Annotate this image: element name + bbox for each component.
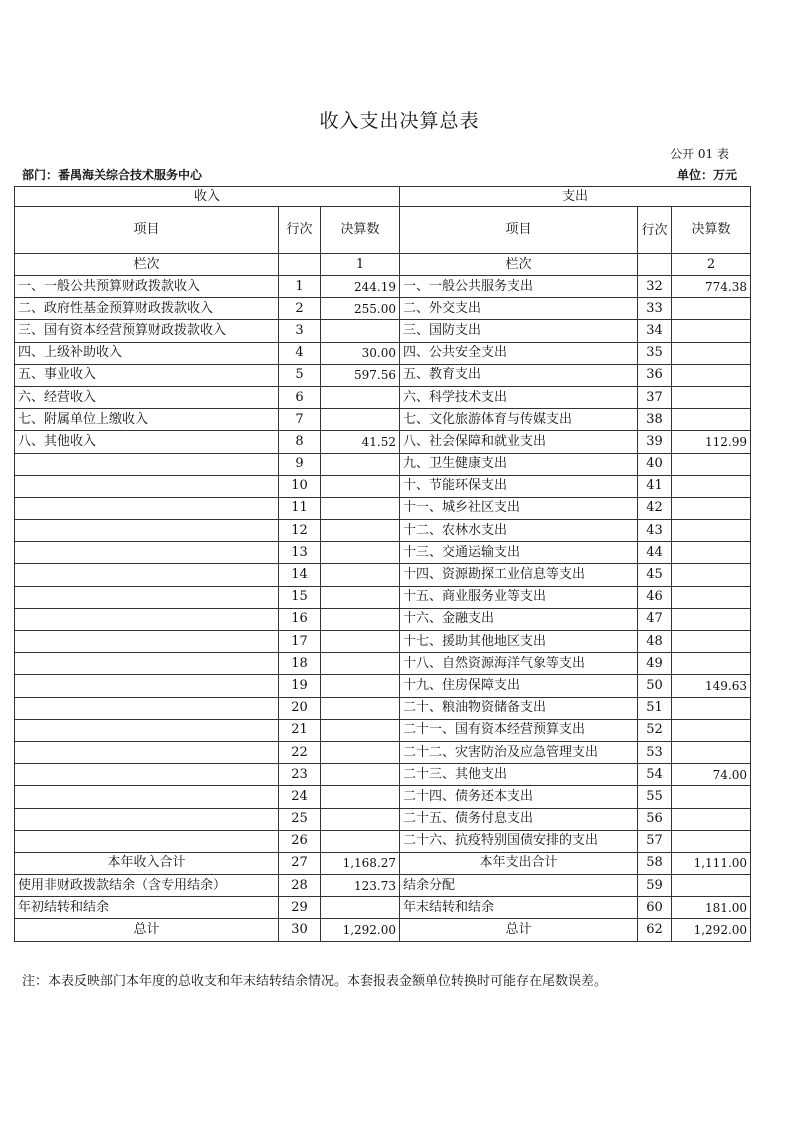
- income-amount: 1,292.00: [321, 919, 400, 941]
- income-line-no: 18: [279, 653, 321, 675]
- income-amount: 597.56: [321, 364, 400, 386]
- table-row: [15, 786, 751, 808]
- expense-line-no: 34: [638, 320, 672, 342]
- income-amount: 1,168.27: [321, 852, 400, 874]
- expense-item: 十一、城乡社区支出: [400, 497, 638, 519]
- table-row: [15, 564, 751, 586]
- expense-line-no: 45: [638, 564, 672, 586]
- table-row: [15, 453, 751, 475]
- expense-line-no: 35: [638, 342, 672, 364]
- expense-amount: 1,111.00: [672, 852, 751, 874]
- budget-table: [14, 186, 751, 942]
- expense-item: 二十一、国有资本经营预算支出: [400, 719, 638, 741]
- expense-item: 二十、粮油物资储备支出: [400, 697, 638, 719]
- table-row: [15, 409, 751, 431]
- income-amount: [321, 520, 400, 542]
- income-amount: [321, 764, 400, 786]
- income-summary-item: 使用非财政拨款结余（含专用结余）: [15, 875, 279, 897]
- expense-item: 十七、援助其他地区支出: [400, 631, 638, 653]
- expense-amount: [672, 542, 751, 564]
- income-amount: 244.19: [321, 276, 400, 298]
- expense-summary-item: 本年支出合计: [400, 852, 638, 874]
- expense-line-no: 38: [638, 409, 672, 431]
- income-line-no: 15: [279, 586, 321, 608]
- income-amount: [321, 897, 400, 919]
- expense-amount: 774.38: [672, 276, 751, 298]
- income-item: [15, 719, 279, 741]
- expense-amount: [672, 564, 751, 586]
- expense-line-no: 58: [638, 852, 672, 874]
- income-item: 一、一般公共预算财政拨款收入: [15, 276, 279, 298]
- income-item: [15, 653, 279, 675]
- expense-amount: [672, 497, 751, 519]
- expense-line-no: 33: [638, 298, 672, 320]
- table-row: [15, 497, 751, 519]
- income-item: [15, 564, 279, 586]
- income-item: [15, 786, 279, 808]
- expense-line-no: 48: [638, 631, 672, 653]
- expense-amount: [672, 653, 751, 675]
- expense-line-no: 32: [638, 276, 672, 298]
- expense-item: 二十五、债务付息支出: [400, 808, 638, 830]
- expense-item: 六、科学技术支出: [400, 386, 638, 408]
- expense-amount: [672, 719, 751, 741]
- unit-label: 单位：万元: [676, 168, 737, 182]
- expense-item: 二十三、其他支出: [400, 764, 638, 786]
- table-row: [15, 631, 751, 653]
- income-item: [15, 586, 279, 608]
- income-line-no: 29: [279, 897, 321, 919]
- income-amount: [321, 608, 400, 630]
- income-amount: [321, 475, 400, 497]
- expense-line-no: 59: [638, 875, 672, 897]
- income-line-no: 3: [279, 320, 321, 342]
- expense-amount: [672, 409, 751, 431]
- expense-line-no: 53: [638, 741, 672, 763]
- expense-line-no: 37: [638, 386, 672, 408]
- income-line-header: 行次: [279, 207, 321, 254]
- expense-amount: [672, 875, 751, 897]
- expense-line-no: 42: [638, 497, 672, 519]
- expense-amount-header: 决算数: [672, 207, 751, 254]
- income-section-header: 收入: [15, 187, 400, 207]
- income-item: 六、经营收入: [15, 386, 279, 408]
- income-summary-item: 总计: [15, 919, 279, 941]
- expense-amount: [672, 364, 751, 386]
- expense-line-no: 43: [638, 520, 672, 542]
- expense-item: 二十二、灾害防治及应急管理支出: [400, 741, 638, 763]
- income-line-no: 23: [279, 764, 321, 786]
- income-amount: 255.00: [321, 298, 400, 320]
- expense-line-no: 56: [638, 808, 672, 830]
- income-line-no: 22: [279, 741, 321, 763]
- summary-row: [15, 919, 751, 941]
- income-line-no: 8: [279, 431, 321, 453]
- income-item: [15, 542, 279, 564]
- table-row: [15, 364, 751, 386]
- income-amount: [321, 741, 400, 763]
- department-label: 部门：番禺海关综合技术服务中心: [22, 168, 203, 182]
- income-amount: [321, 675, 400, 697]
- income-item: [15, 520, 279, 542]
- expense-line-no: 57: [638, 830, 672, 852]
- expense-amount: [672, 298, 751, 320]
- income-item: [15, 764, 279, 786]
- income-amount: [321, 653, 400, 675]
- income-item: 八、其他收入: [15, 431, 279, 453]
- expense-amount: 74.00: [672, 764, 751, 786]
- income-line-no: 27: [279, 852, 321, 874]
- expense-item: 二十六、抗疫特别国债安排的支出: [400, 830, 638, 852]
- expense-amount: [672, 830, 751, 852]
- footnote: 注：本表反映部门本年度的总收支和年末结转结余情况。本套报表金额单位转换时可能存在尾数误差。: [22, 974, 608, 989]
- table-row: [15, 298, 751, 320]
- income-item: [15, 830, 279, 852]
- expense-line-no: 40: [638, 453, 672, 475]
- expense-line-no: 46: [638, 586, 672, 608]
- table-row: [15, 608, 751, 630]
- income-amount: [321, 586, 400, 608]
- income-item: [15, 631, 279, 653]
- income-line-no: 5: [279, 364, 321, 386]
- expense-amount: [672, 386, 751, 408]
- income-column-label: 栏次: [15, 254, 279, 276]
- expense-amount: [672, 697, 751, 719]
- expense-line-no: 39: [638, 431, 672, 453]
- income-amount: [321, 542, 400, 564]
- table-row: [15, 653, 751, 675]
- income-line-no: 30: [279, 919, 321, 941]
- expense-item: 十三、交通运输支出: [400, 542, 638, 564]
- income-line-no: 7: [279, 409, 321, 431]
- expense-amount: [672, 453, 751, 475]
- expense-amount: 112.99: [672, 431, 751, 453]
- table-row: [15, 475, 751, 497]
- income-amount: [321, 453, 400, 475]
- expense-item: 二十四、债务还本支出: [400, 786, 638, 808]
- header-row-columns: [15, 207, 751, 254]
- expense-item: 十六、金融支出: [400, 608, 638, 630]
- expense-item: 一、一般公共服务支出: [400, 276, 638, 298]
- income-line-no: 20: [279, 697, 321, 719]
- income-item: [15, 697, 279, 719]
- expense-item: 四、公共安全支出: [400, 342, 638, 364]
- expense-summary-item: 结余分配: [400, 875, 638, 897]
- income-amount: [321, 697, 400, 719]
- income-item: [15, 475, 279, 497]
- form-number: 公开 01 表: [670, 147, 729, 161]
- income-line-no: 16: [279, 608, 321, 630]
- income-amount: [321, 808, 400, 830]
- income-line-no: 4: [279, 342, 321, 364]
- income-amount: [321, 631, 400, 653]
- expense-amount: [672, 631, 751, 653]
- expense-amount: [672, 320, 751, 342]
- table-row: [15, 520, 751, 542]
- table-row: [15, 741, 751, 763]
- expense-summary-item: 总计: [400, 919, 638, 941]
- income-amount: [321, 564, 400, 586]
- income-amount: [321, 409, 400, 431]
- expense-line-no: 47: [638, 608, 672, 630]
- expense-item: 十二、农林水支出: [400, 520, 638, 542]
- income-amount: [321, 497, 400, 519]
- table-row: [15, 764, 751, 786]
- table-row: [15, 719, 751, 741]
- income-item: [15, 453, 279, 475]
- expense-column-label: 栏次: [400, 254, 638, 276]
- expense-amount: [672, 808, 751, 830]
- income-summary-item: 本年收入合计: [15, 852, 279, 874]
- expense-amount: [672, 342, 751, 364]
- expense-column-index: 2: [672, 254, 751, 276]
- expense-item-header: 项目: [400, 207, 638, 254]
- income-line-no: 11: [279, 497, 321, 519]
- income-line-no: 14: [279, 564, 321, 586]
- income-summary-item: 年初结转和结余: [15, 897, 279, 919]
- income-line-no: 12: [279, 520, 321, 542]
- blank-cell: [279, 254, 321, 276]
- income-line-no: 10: [279, 475, 321, 497]
- expense-amount: [672, 586, 751, 608]
- income-amount: 123.73: [321, 875, 400, 897]
- table-row: [15, 675, 751, 697]
- income-item: 三、国有资本经营预算财政拨款收入: [15, 320, 279, 342]
- blank-cell: [638, 254, 672, 276]
- report-title: 收入支出决算总表: [319, 110, 480, 132]
- expense-line-no: 51: [638, 697, 672, 719]
- expense-line-no: 60: [638, 897, 672, 919]
- expense-line-no: 41: [638, 475, 672, 497]
- header-row-column-index: [15, 254, 751, 276]
- expense-item: 九、卫生健康支出: [400, 453, 638, 475]
- income-line-no: 19: [279, 675, 321, 697]
- summary-row: [15, 852, 751, 874]
- income-line-no: 2: [279, 298, 321, 320]
- income-line-no: 26: [279, 830, 321, 852]
- table-row: [15, 342, 751, 364]
- expense-item: 十九、住房保障支出: [400, 675, 638, 697]
- expense-line-no: 54: [638, 764, 672, 786]
- expense-item: 二、外交支出: [400, 298, 638, 320]
- income-amount: [321, 386, 400, 408]
- income-line-no: 9: [279, 453, 321, 475]
- table-row: [15, 808, 751, 830]
- expense-section-header: 支出: [400, 187, 751, 207]
- income-item: [15, 675, 279, 697]
- expense-item: 五、教育支出: [400, 364, 638, 386]
- expense-line-no: 50: [638, 675, 672, 697]
- expense-item: 十、节能环保支出: [400, 475, 638, 497]
- expense-line-no: 49: [638, 653, 672, 675]
- expense-amount: [672, 741, 751, 763]
- income-item: [15, 741, 279, 763]
- table-row: [15, 320, 751, 342]
- table-row: [15, 386, 751, 408]
- expense-line-header: 行次: [638, 207, 672, 254]
- expense-line-no: 52: [638, 719, 672, 741]
- income-item: [15, 497, 279, 519]
- expense-line-no: 36: [638, 364, 672, 386]
- table-row: [15, 697, 751, 719]
- expense-item: 三、国防支出: [400, 320, 638, 342]
- table-row: [15, 542, 751, 564]
- summary-row: [15, 875, 751, 897]
- income-line-no: 17: [279, 631, 321, 653]
- income-line-no: 25: [279, 808, 321, 830]
- income-item: 七、附属单位上缴收入: [15, 409, 279, 431]
- expense-amount: 1,292.00: [672, 919, 751, 941]
- income-amount: [321, 786, 400, 808]
- expense-item: 十五、商业服务业等支出: [400, 586, 638, 608]
- income-item: 四、上级补助收入: [15, 342, 279, 364]
- income-column-index: 1: [321, 254, 400, 276]
- income-item-header: 项目: [15, 207, 279, 254]
- income-amount: [321, 830, 400, 852]
- income-amount-header: 决算数: [321, 207, 400, 254]
- expense-item: 八、社会保障和就业支出: [400, 431, 638, 453]
- income-line-no: 6: [279, 386, 321, 408]
- expense-line-no: 62: [638, 919, 672, 941]
- expense-amount: [672, 520, 751, 542]
- income-line-no: 13: [279, 542, 321, 564]
- income-item: [15, 608, 279, 630]
- table-row: [15, 830, 751, 852]
- table-row: [15, 586, 751, 608]
- income-item: [15, 808, 279, 830]
- income-amount: 30.00: [321, 342, 400, 364]
- expense-amount: [672, 608, 751, 630]
- expense-item: 十四、资源勘探工业信息等支出: [400, 564, 638, 586]
- expense-summary-item: 年末结转和结余: [400, 897, 638, 919]
- expense-amount: [672, 786, 751, 808]
- income-amount: [321, 320, 400, 342]
- expense-line-no: 44: [638, 542, 672, 564]
- expense-amount: 149.63: [672, 675, 751, 697]
- expense-amount: [672, 475, 751, 497]
- income-line-no: 24: [279, 786, 321, 808]
- table-row: [15, 276, 751, 298]
- income-line-no: 21: [279, 719, 321, 741]
- income-line-no: 28: [279, 875, 321, 897]
- income-amount: 41.52: [321, 431, 400, 453]
- income-line-no: 1: [279, 276, 321, 298]
- expense-item: 七、文化旅游体育与传媒支出: [400, 409, 638, 431]
- summary-row: [15, 897, 751, 919]
- table-row: [15, 431, 751, 453]
- expense-item: 十八、自然资源海洋气象等支出: [400, 653, 638, 675]
- expense-amount: 181.00: [672, 897, 751, 919]
- income-amount: [321, 719, 400, 741]
- expense-line-no: 55: [638, 786, 672, 808]
- header-row-sections: [15, 187, 751, 207]
- income-item: 五、事业收入: [15, 364, 279, 386]
- income-item: 二、政府性基金预算财政拨款收入: [15, 298, 279, 320]
